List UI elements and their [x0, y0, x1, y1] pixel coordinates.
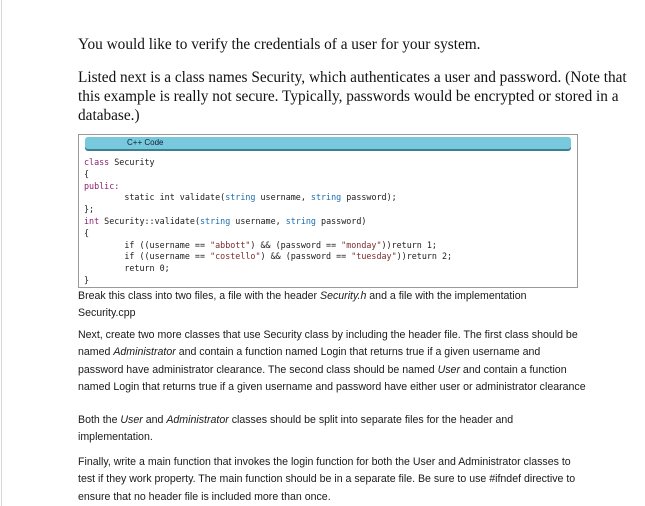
finally-paragraph: Finally, write a main function that invokes the login function for both the User and Administrator classes to test if they work property. The main function should be in a separate file. Be sure to use #ifndef directive to ensure that no header file is included more than once. [78, 456, 576, 503]
listed-paragraph: Listed next is a class names Security, which authenticates a user and password. (Note that this example is really not secure. Typically, passwords would be encrypted or stored in a database.) [78, 69, 627, 124]
text-run: and a file with the implementation Security.cpp [78, 290, 527, 320]
text-run: Next, create two more classes that use Security class by including the header file. The first class should be named [78, 329, 578, 359]
text-run: and contain a function named Login that returns true if a given username and password have either user or administrator clearance [78, 363, 586, 393]
text-run: and contain a function named Login that returns true if a given username and password have administrator clearance. The second class should be named [78, 346, 541, 376]
code-token: Security [109, 157, 155, 167]
code-token: string [199, 215, 231, 226]
code-token: string [285, 215, 316, 226]
emphasis-run: User [437, 363, 460, 376]
code-token: return 0; [84, 263, 170, 274]
emphasis-run: Administrator [166, 414, 229, 426]
code-token: string [225, 192, 256, 203]
code-token: string [310, 192, 342, 203]
code-label-bar [85, 137, 571, 149]
code-token: ) && (password == [250, 239, 342, 250]
emphasis-run: Administrator [113, 346, 176, 359]
code-token: if ((username == [84, 239, 211, 250]
code-token: }; [84, 204, 95, 215]
code-token: ) && (password == [260, 251, 352, 262]
code-token: password); [341, 192, 397, 203]
code-label: C++ Code [127, 138, 164, 147]
code-token: { [84, 227, 90, 238]
code-token: "costello" [210, 251, 261, 262]
code-token: "tuesday" [351, 251, 397, 262]
code-token: if ((username == [84, 251, 211, 262]
page-margin-line [1, 0, 2, 506]
code-token: } [84, 274, 90, 285]
code-token: username, [255, 192, 311, 203]
code-token: { [84, 168, 90, 179]
code-token: public: [84, 180, 120, 191]
both-paragraph [78, 412, 588, 447]
code-block [78, 134, 578, 288]
code-token: username, [230, 215, 286, 226]
code-token: password) [315, 215, 367, 226]
code-token: static int validate( [84, 192, 226, 203]
intro-paragraph: You would like to verify the credentials of a user for your system. [78, 36, 481, 53]
next-paragraph [78, 327, 588, 396]
code-token: ))return 1; [381, 239, 437, 250]
code-token: "monday" [341, 239, 382, 250]
text-run: classes should be split into separate files for the header and implementation. [78, 414, 514, 444]
break-paragraph [78, 288, 578, 323]
code-token: int [84, 215, 100, 226]
text-run: Break this class into two files, a file with the header [78, 290, 321, 302]
code-token: Security::validate( [99, 215, 200, 226]
code-token: ))return 2; [396, 251, 453, 262]
text-run: and [142, 414, 167, 426]
emphasis-run: User [120, 414, 143, 426]
text-run: Both the [78, 414, 121, 426]
code-token: "abbott" [210, 239, 251, 250]
code-token: class [84, 157, 110, 167]
code-listing [84, 157, 452, 287]
emphasis-run: Security.h [320, 290, 367, 302]
